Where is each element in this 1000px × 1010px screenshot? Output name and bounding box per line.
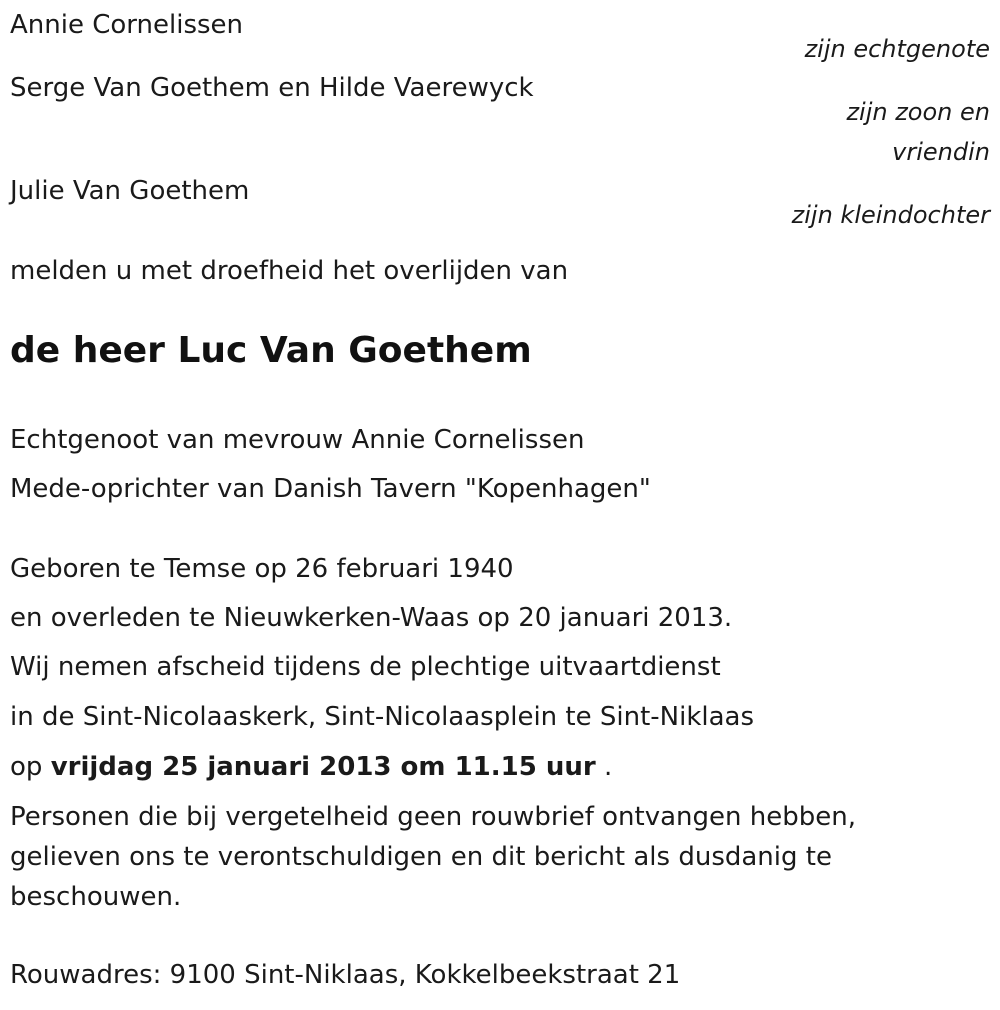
- spouse-line: Echtgenoot van mevrouw Annie Cornelissen: [10, 425, 585, 455]
- family-relation-spouse: zijn echtgenote: [804, 35, 990, 63]
- address-line: Rouwadres: 9100 Sint-Niklaas, Kokkelbeekstraat 21: [10, 960, 681, 990]
- cofounder-line: Mede-oprichter van Danish Tavern "Kopenhagen": [10, 474, 651, 504]
- excuse-paragraph: Personen die bij vergetelheid geen rouwbrief ontvangen hebben, gelieven ons te verontschuldigen en dit bericht als dusdanig te beschouwen.: [10, 802, 856, 912]
- family-relation-son-line1: zijn zoon en: [846, 98, 990, 126]
- family-name-son: Serge Van Goethem en Hilde Vaerewyck: [10, 73, 534, 103]
- family-name-spouse: Annie Cornelissen: [10, 10, 244, 40]
- family-relation-son-line2: vriendin: [892, 138, 990, 166]
- service-date-time: vrijdag 25 januari 2013 om 11.15 uur: [50, 752, 596, 782]
- died-line: en overleden te Nieuwkerken-Waas op 20 januari 2013.: [10, 603, 733, 633]
- family-name-granddaughter: Julie Van Goethem: [10, 176, 250, 206]
- family-relation-son: [846, 92, 990, 172]
- farewell-line: Wij nemen afscheid tijdens de plechtige uitvaartdienst: [10, 652, 721, 682]
- family-relation-granddaughter: zijn kleindochter: [791, 201, 990, 229]
- born-line: Geboren te Temse op 26 februari 1940: [10, 554, 514, 584]
- service-prefix: op: [10, 752, 43, 782]
- service-line: [10, 754, 612, 780]
- church-line: in de Sint-Nicolaaskerk, Sint-Nicolaasplein te Sint-Niklaas: [10, 702, 755, 732]
- service-suffix: .: [603, 752, 613, 782]
- announcement-text: melden u met droefheid het overlijden van: [10, 256, 569, 286]
- deceased-name: de heer Luc Van Goethem: [10, 330, 532, 371]
